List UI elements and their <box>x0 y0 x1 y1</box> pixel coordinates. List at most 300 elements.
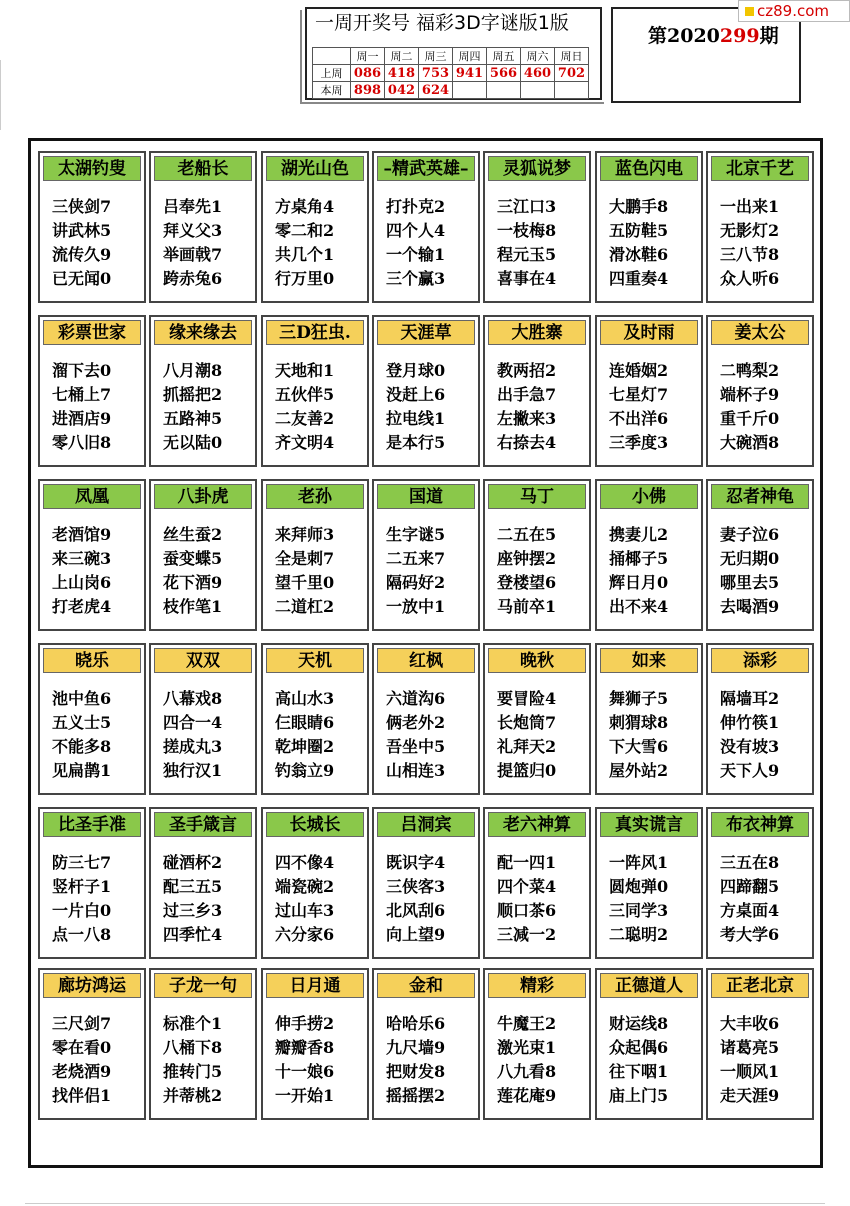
riddle-line: 出不来4 <box>609 597 669 616</box>
card-title: 如来 <box>600 648 698 673</box>
day-header: 周一 <box>351 48 385 65</box>
riddle-line: 二聪明2 <box>609 925 669 944</box>
day-header: 周二 <box>385 48 419 65</box>
riddle-line: 三同学3 <box>609 901 669 920</box>
riddle-line: 一出来1 <box>720 197 780 216</box>
riddle-card <box>706 315 814 467</box>
draw-number: 898 <box>351 82 385 99</box>
card-lines <box>720 687 779 783</box>
card-lines <box>609 523 668 619</box>
card-lines <box>386 195 445 291</box>
riddle-card <box>483 151 591 303</box>
card-title: 晚秋 <box>488 648 586 673</box>
card-lines <box>720 195 779 291</box>
riddle-card <box>261 968 369 1120</box>
riddle-card <box>595 479 703 631</box>
card-title: 金和 <box>377 973 475 998</box>
draw-number: 460 <box>521 65 555 82</box>
card-title: 大胜寨 <box>488 320 586 345</box>
riddle-line: 仨眼睛6 <box>275 713 335 732</box>
riddle-line: 二道杠2 <box>275 597 335 616</box>
days-row <box>313 48 589 65</box>
draw-number <box>521 82 555 99</box>
riddle-line: 九尺墙9 <box>386 1038 446 1057</box>
card-title: 缘来缘去 <box>154 320 252 345</box>
riddle-line: 二五来7 <box>386 549 446 568</box>
riddle-line: 三五在8 <box>720 853 780 872</box>
riddle-line: 池中鱼6 <box>52 689 112 708</box>
riddle-card <box>483 968 591 1120</box>
riddle-card <box>706 807 814 959</box>
riddle-line: 跨赤兔6 <box>163 269 223 288</box>
riddle-line: 诸葛亮5 <box>720 1038 780 1057</box>
card-title: 子龙一句 <box>154 973 252 998</box>
card-title: 老船长 <box>154 156 252 181</box>
card-lines <box>163 1012 222 1108</box>
riddle-grid-frame <box>28 138 823 1168</box>
riddle-card <box>38 807 146 959</box>
riddle-line: 抓摇把2 <box>163 385 223 404</box>
card-lines <box>275 687 334 783</box>
riddle-line: 天地和1 <box>275 361 335 380</box>
draw-number: 753 <box>419 65 453 82</box>
riddle-card <box>595 643 703 795</box>
riddle-line: 拉电线1 <box>386 409 446 428</box>
card-title: 北京千艺 <box>711 156 809 181</box>
riddle-line: 没有坡3 <box>720 737 780 756</box>
riddle-card <box>483 315 591 467</box>
riddle-card <box>706 151 814 303</box>
riddle-line: 提篮归0 <box>497 761 557 780</box>
riddle-line: 共几个1 <box>275 245 335 264</box>
riddle-line: 大碗酒8 <box>720 433 780 452</box>
riddle-line: 大丰收6 <box>720 1014 780 1033</box>
riddle-card <box>261 643 369 795</box>
card-title: 马丁 <box>488 484 586 509</box>
riddle-line: 隔码好2 <box>386 573 446 592</box>
riddle-line: 生字谜5 <box>386 525 446 544</box>
riddle-line: 四重奏4 <box>609 269 669 288</box>
riddle-line: 伸手捞2 <box>275 1014 335 1033</box>
riddle-line: 来三碗3 <box>52 549 112 568</box>
riddle-line: 一阵风1 <box>609 853 669 872</box>
riddle-line: 三减一2 <box>497 925 557 944</box>
riddle-line: 并蒂桃2 <box>163 1086 223 1105</box>
riddle-line: 顺口茶6 <box>497 901 557 920</box>
card-lines <box>52 359 111 455</box>
riddle-line: 天下人9 <box>720 761 780 780</box>
card-title: 八卦虎 <box>154 484 252 509</box>
card-title: 彩票世家 <box>43 320 141 345</box>
riddle-line: 溜下去0 <box>52 361 112 380</box>
riddle-line: 六道沟6 <box>386 689 446 708</box>
riddle-line: 高山水3 <box>275 689 335 708</box>
riddle-line: 众起偶6 <box>609 1038 669 1057</box>
card-lines <box>609 359 668 455</box>
riddle-line: 马前卒1 <box>497 597 557 616</box>
riddle-line: 捅椰子5 <box>609 549 669 568</box>
riddle-line: 左撇来3 <box>497 409 557 428</box>
riddle-line: 无影灯2 <box>720 221 780 240</box>
riddle-line: 去喝酒9 <box>720 597 780 616</box>
riddle-line: 把财发8 <box>386 1062 446 1081</box>
card-title: 蓝色闪电 <box>600 156 698 181</box>
riddle-line: 携妻儿2 <box>609 525 669 544</box>
day-header: 周六 <box>521 48 555 65</box>
last-week-row <box>313 65 589 82</box>
riddle-card <box>372 315 480 467</box>
riddle-line: 大鹏手8 <box>609 197 669 216</box>
riddle-line: 八月潮8 <box>163 361 223 380</box>
riddle-line: 三江口3 <box>497 197 557 216</box>
riddle-line: 走天涯9 <box>720 1086 780 1105</box>
card-lines <box>497 195 556 291</box>
card-lines <box>275 1012 334 1108</box>
card-lines <box>497 523 556 619</box>
draw-number: 418 <box>385 65 419 82</box>
card-lines <box>386 851 445 947</box>
riddle-line: 枝作笔1 <box>163 597 223 616</box>
riddle-line: 见扁鹊1 <box>52 761 112 780</box>
riddle-line: 牛魔王2 <box>497 1014 557 1033</box>
riddle-card <box>38 315 146 467</box>
card-title: 老六神算 <box>488 812 586 837</box>
card-lines <box>386 359 445 455</box>
riddle-line: 八桶下8 <box>163 1038 223 1057</box>
card-title: 比圣手准 <box>43 812 141 837</box>
card-lines <box>497 359 556 455</box>
riddle-line: 登月球0 <box>386 361 446 380</box>
riddle-card <box>706 479 814 631</box>
riddle-line: 二友善2 <box>275 409 335 428</box>
card-title: 国道 <box>377 484 475 509</box>
riddle-line: 无以陆0 <box>163 433 223 452</box>
riddle-card <box>372 643 480 795</box>
card-title: 正德道人 <box>600 973 698 998</box>
riddle-line: 登楼望6 <box>497 573 557 592</box>
riddle-line: 吾坐中5 <box>386 737 446 756</box>
card-title: 布衣神算 <box>711 812 809 837</box>
riddle-line: 众人听6 <box>720 269 780 288</box>
riddle-line: 三侠客3 <box>386 877 446 896</box>
period-number: 299 <box>719 25 760 47</box>
riddle-line: 辉日月0 <box>609 573 669 592</box>
draw-number <box>487 82 521 99</box>
card-title: 凤凰 <box>43 484 141 509</box>
riddle-line: 打老虎4 <box>52 597 112 616</box>
riddle-line: 哈哈乐6 <box>386 1014 446 1033</box>
riddle-line: 三侠剑7 <box>52 197 112 216</box>
card-lines <box>386 523 445 619</box>
riddle-card <box>261 807 369 959</box>
riddle-line: 已无闻0 <box>52 269 112 288</box>
riddle-line: 五伙伴5 <box>275 385 335 404</box>
riddle-line: 打扑克2 <box>386 197 446 216</box>
riddle-line: 喜事在4 <box>497 269 557 288</box>
card-lines <box>52 195 111 291</box>
riddle-line: 重千斤0 <box>720 409 780 428</box>
riddle-line: 全是刺7 <box>275 549 335 568</box>
riddle-card <box>595 151 703 303</box>
riddle-line: 点一八8 <box>52 925 112 944</box>
riddle-line: 来拜师3 <box>275 525 335 544</box>
draw-number: 624 <box>419 82 453 99</box>
riddle-line: 乾坤圈2 <box>275 737 335 756</box>
riddle-line: 八九看8 <box>497 1062 557 1081</box>
card-title: 天涯草 <box>377 320 475 345</box>
card-title: 吕洞宾 <box>377 812 475 837</box>
card-title: 太湖钓叟 <box>43 156 141 181</box>
riddle-line: 屋外站2 <box>609 761 669 780</box>
riddle-line: 二五在5 <box>497 525 557 544</box>
riddle-card <box>595 315 703 467</box>
riddle-line: 程元玉5 <box>497 245 557 264</box>
riddle-line: 老烧酒9 <box>52 1062 112 1081</box>
riddle-line: 望千里0 <box>275 573 335 592</box>
card-lines <box>609 195 668 291</box>
day-header: 周四 <box>453 48 487 65</box>
riddle-line: 丝生蚕2 <box>163 525 223 544</box>
riddle-card <box>38 151 146 303</box>
card-lines <box>497 1012 556 1108</box>
riddle-line: 右捺去4 <box>497 433 557 452</box>
riddle-line: 四个人4 <box>386 221 446 240</box>
riddle-line: 瓣瓣香8 <box>275 1038 335 1057</box>
riddle-line: 无归期0 <box>720 549 780 568</box>
riddle-line: 哪里去5 <box>720 573 780 592</box>
riddle-line: 五防鞋5 <box>609 221 669 240</box>
riddle-line: 三个赢3 <box>386 269 446 288</box>
riddle-line: 不能多8 <box>52 737 112 756</box>
riddle-line: 没赶上6 <box>386 385 446 404</box>
results-title: 一周开奖号 福彩3D字谜版1版 <box>315 12 569 34</box>
riddle-line: 搓成丸3 <box>163 737 223 756</box>
day-header: 周日 <box>555 48 589 65</box>
card-lines <box>163 523 222 619</box>
riddle-line: 防三七7 <box>52 853 112 872</box>
riddle-line: 八幕戏8 <box>163 689 223 708</box>
riddle-line: 进酒店9 <box>52 409 112 428</box>
riddle-line: 刺猬球8 <box>609 713 669 732</box>
riddle-line: 独行汉1 <box>163 761 223 780</box>
card-lines <box>497 851 556 947</box>
riddle-line: 端杯子9 <box>720 385 780 404</box>
page-edge-line <box>0 60 1 130</box>
riddle-line: 四季忙4 <box>163 925 223 944</box>
riddle-line: 不出洋6 <box>609 409 669 428</box>
riddle-line: 激光束1 <box>497 1038 557 1057</box>
riddle-line: 上山岗6 <box>52 573 112 592</box>
riddle-line: 讲武林5 <box>52 221 112 240</box>
riddle-line: 七星灯7 <box>609 385 669 404</box>
riddle-line: 配一四1 <box>497 853 557 872</box>
card-lines <box>386 1012 445 1108</box>
draw-number: 702 <box>555 65 589 82</box>
card-lines <box>52 851 111 947</box>
riddle-line: 零二和2 <box>275 221 335 240</box>
riddle-line: 既识字4 <box>386 853 446 872</box>
riddle-card <box>38 643 146 795</box>
riddle-line: 举画戟7 <box>163 245 223 264</box>
riddle-line: 过三乡3 <box>163 901 223 920</box>
card-lines <box>386 687 445 783</box>
riddle-line: 山相连3 <box>386 761 446 780</box>
riddle-line: 零八旧8 <box>52 433 112 452</box>
draw-number: 566 <box>487 65 521 82</box>
card-lines <box>163 195 222 291</box>
card-title: 小佛 <box>600 484 698 509</box>
riddle-line: 一枝梅8 <box>497 221 557 240</box>
riddle-line: 方桌角4 <box>275 197 335 216</box>
card-lines <box>275 195 334 291</box>
riddle-card <box>483 643 591 795</box>
riddle-card <box>149 807 257 959</box>
riddle-line: 蚕变蝶5 <box>163 549 223 568</box>
card-title: 红枫 <box>377 648 475 673</box>
riddle-line: 老酒馆9 <box>52 525 112 544</box>
riddle-line: 滑冰鞋6 <box>609 245 669 264</box>
riddle-card <box>372 151 480 303</box>
riddle-line: 考大学6 <box>720 925 780 944</box>
card-title: 圣手箴言 <box>154 812 252 837</box>
riddle-line: 四个菜4 <box>497 877 557 896</box>
card-lines <box>52 687 111 783</box>
period-label <box>648 21 779 48</box>
riddle-card <box>149 315 257 467</box>
weekly-results-box <box>305 7 602 100</box>
card-lines <box>275 359 334 455</box>
riddle-line: 一个输1 <box>386 245 446 264</box>
riddle-card <box>483 807 591 959</box>
riddle-card <box>261 315 369 467</box>
riddle-card <box>149 151 257 303</box>
riddle-line: 伸竹筷1 <box>720 713 780 732</box>
card-lines <box>275 523 334 619</box>
riddle-line: 花下酒9 <box>163 573 223 592</box>
riddle-line: 方桌面4 <box>720 901 780 920</box>
riddle-line: 圆炮弹0 <box>609 877 669 896</box>
card-lines <box>163 359 222 455</box>
card-lines <box>163 851 222 947</box>
card-title: 三D狂虫. <box>266 320 364 345</box>
riddle-card <box>38 968 146 1120</box>
bottom-rule <box>25 1203 825 1204</box>
riddle-card <box>149 479 257 631</box>
riddle-line: 钓翁立9 <box>275 761 335 780</box>
card-title: 姜太公 <box>711 320 809 345</box>
riddle-line: 找伴侣1 <box>52 1086 112 1105</box>
card-lines <box>275 851 334 947</box>
riddle-line: 一放中1 <box>386 597 446 616</box>
card-lines <box>52 523 111 619</box>
riddle-line: 吕奉先1 <box>163 197 223 216</box>
riddle-line: 三季度3 <box>609 433 669 452</box>
period-prefix: 第2020 <box>648 25 720 47</box>
card-title: 正老北京 <box>711 973 809 998</box>
riddle-line: 财运线8 <box>609 1014 669 1033</box>
riddle-line: 竖杆子1 <box>52 877 112 896</box>
riddle-line: 要冒险4 <box>497 689 557 708</box>
riddle-line: 配三五5 <box>163 877 223 896</box>
draw-number <box>453 82 487 99</box>
riddle-line: 下大雪6 <box>609 737 669 756</box>
riddle-line: 妻子泣6 <box>720 525 780 544</box>
riddle-line: 隔墙耳2 <box>720 689 780 708</box>
draw-number: 042 <box>385 82 419 99</box>
riddle-line: 四不像4 <box>275 853 335 872</box>
card-lines <box>720 851 779 947</box>
riddle-line: 莲花庵9 <box>497 1086 557 1105</box>
riddle-line: 六分家6 <box>275 925 335 944</box>
row-label: 上周 <box>313 65 351 82</box>
riddle-card <box>261 479 369 631</box>
card-title: –精武英雄– <box>377 156 475 181</box>
riddle-line: 出手急7 <box>497 385 557 404</box>
riddle-line: 零在看0 <box>52 1038 112 1057</box>
draw-number: 086 <box>351 65 385 82</box>
riddle-card <box>38 479 146 631</box>
riddle-line: 五路神5 <box>163 409 223 428</box>
riddle-line: 端瓷碗2 <box>275 877 335 896</box>
card-title: 忍者神龟 <box>711 484 809 509</box>
riddle-card <box>149 968 257 1120</box>
riddle-line: 连婚姻2 <box>609 361 669 380</box>
riddle-card <box>261 151 369 303</box>
card-title: 廊坊鸿运 <box>43 973 141 998</box>
card-lines <box>720 1012 779 1108</box>
riddle-line: 座钟摆2 <box>497 549 557 568</box>
card-title: 及时雨 <box>600 320 698 345</box>
riddle-line: 过山车3 <box>275 901 335 920</box>
riddle-line: 向上望9 <box>386 925 446 944</box>
riddle-line: 三尺剑7 <box>52 1014 112 1033</box>
row-label: 本周 <box>313 82 351 99</box>
riddle-line: 推转门5 <box>163 1062 223 1081</box>
card-lines <box>720 359 779 455</box>
riddle-card <box>483 479 591 631</box>
card-lines <box>609 1012 668 1108</box>
riddle-line: 俩老外2 <box>386 713 446 732</box>
card-lines <box>720 523 779 619</box>
riddle-line: 二鸭梨2 <box>720 361 780 380</box>
riddle-line: 一片白0 <box>52 901 112 920</box>
card-lines <box>163 687 222 783</box>
riddle-line: 标准个1 <box>163 1014 223 1033</box>
riddle-line: 十一娘6 <box>275 1062 335 1081</box>
riddle-line: 行万里0 <box>275 269 335 288</box>
day-header: 周五 <box>487 48 521 65</box>
this-week-row <box>313 82 589 99</box>
riddle-line: 碰酒杯2 <box>163 853 223 872</box>
card-title: 日月通 <box>266 973 364 998</box>
period-suffix: 期 <box>759 25 779 47</box>
logo-text: cz89.com <box>757 2 830 20</box>
card-title: 精彩 <box>488 973 586 998</box>
card-title: 双双 <box>154 648 252 673</box>
riddle-line: 一开始1 <box>275 1086 335 1105</box>
riddle-line: 七桶上7 <box>52 385 112 404</box>
riddle-line: 一顺风1 <box>720 1062 780 1081</box>
riddle-line: 五义士5 <box>52 713 112 732</box>
riddle-line: 是本行5 <box>386 433 446 452</box>
riddle-line: 庙上门5 <box>609 1086 669 1105</box>
riddle-card <box>595 807 703 959</box>
site-logo[interactable] <box>738 0 850 22</box>
riddle-line: 往下咽1 <box>609 1062 669 1081</box>
card-lines <box>52 1012 111 1108</box>
draw-number <box>555 82 589 99</box>
draw-number: 941 <box>453 65 487 82</box>
